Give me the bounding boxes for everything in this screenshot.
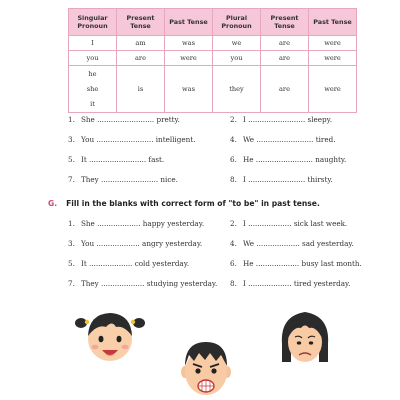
table-header-row (69, 9, 357, 36)
table-cell: were (309, 51, 357, 66)
table-cell: are (261, 66, 309, 113)
table-cell: was (165, 66, 213, 113)
section-g-heading (48, 199, 320, 208)
header-present-tense-plural: Present Tense (261, 9, 309, 36)
exercise-item: 8. I ................... tired yesterday. (230, 279, 351, 288)
header-present-tense: Present Tense (117, 9, 165, 36)
table-cell: were (309, 66, 357, 113)
angry-boy-face-icon (180, 338, 232, 400)
table-cell: we (213, 36, 261, 51)
exercise-item: 5. It ................... cold yesterday. (68, 259, 190, 268)
pronoun-she: she (86, 84, 99, 93)
header-past-tense: Past Tense (165, 9, 213, 36)
exercise-item: 1. She ......................... pretty. (68, 115, 180, 124)
exercise-item: 6. He ................... busy last month. (230, 259, 362, 268)
table-cell: are (117, 51, 165, 66)
exercise-item: 8. I ......................... thirsty. (230, 175, 333, 184)
table-cell: is (117, 66, 165, 113)
table-cell: I (69, 36, 117, 51)
exercise-item: 7. They ................... studying yesterday. (68, 279, 218, 288)
pronoun-he: he (88, 69, 97, 78)
exercise-item: 3. You ......................... intelligent. (68, 135, 196, 144)
exercise-item: 7. They ......................... nice. (68, 175, 178, 184)
happy-girl-face-icon (72, 306, 148, 366)
exercise-item: 2. I ................... sick last week. (230, 219, 348, 228)
header-past-tense-plural: Past Tense (309, 9, 357, 36)
section-instruction: Fill in the blanks with correct form of "to be" in past tense. (66, 199, 320, 208)
exercise-item: 4. We ................... sad yesterday. (230, 239, 354, 248)
sad-girl-face-icon (278, 308, 332, 370)
table-cell: was (165, 36, 213, 51)
table-cell: you (69, 51, 117, 66)
table-cell: you (213, 51, 261, 66)
table-row (69, 66, 357, 113)
table-cell: are (261, 36, 309, 51)
table-row (69, 51, 357, 66)
exercise-item: 4. We ......................... tired. (230, 135, 336, 144)
table-cell: they (213, 66, 261, 113)
pronoun-to-be-table (68, 8, 357, 113)
table-cell: am (117, 36, 165, 51)
table-cell: are (261, 51, 309, 66)
table-row (69, 36, 357, 51)
header-plural-pronoun: Plural Pronoun (213, 9, 261, 36)
exercise-item: 6. He ......................... naughty. (230, 155, 347, 164)
exercise-item: 2. I ......................... sleepy. (230, 115, 333, 124)
section-letter: G. (48, 199, 58, 208)
exercise-item: 1. She ................... happy yesterday. (68, 219, 205, 228)
table-cell: were (309, 36, 357, 51)
pronoun-it: it (90, 99, 95, 108)
table-cell-he-she-it (69, 66, 117, 113)
exercise-item: 5. It ......................... fast. (68, 155, 165, 164)
table-cell: were (165, 51, 213, 66)
header-singular-pronoun: Singular Pronoun (69, 9, 117, 36)
exercise-item: 3. You ................... angry yesterday. (68, 239, 203, 248)
